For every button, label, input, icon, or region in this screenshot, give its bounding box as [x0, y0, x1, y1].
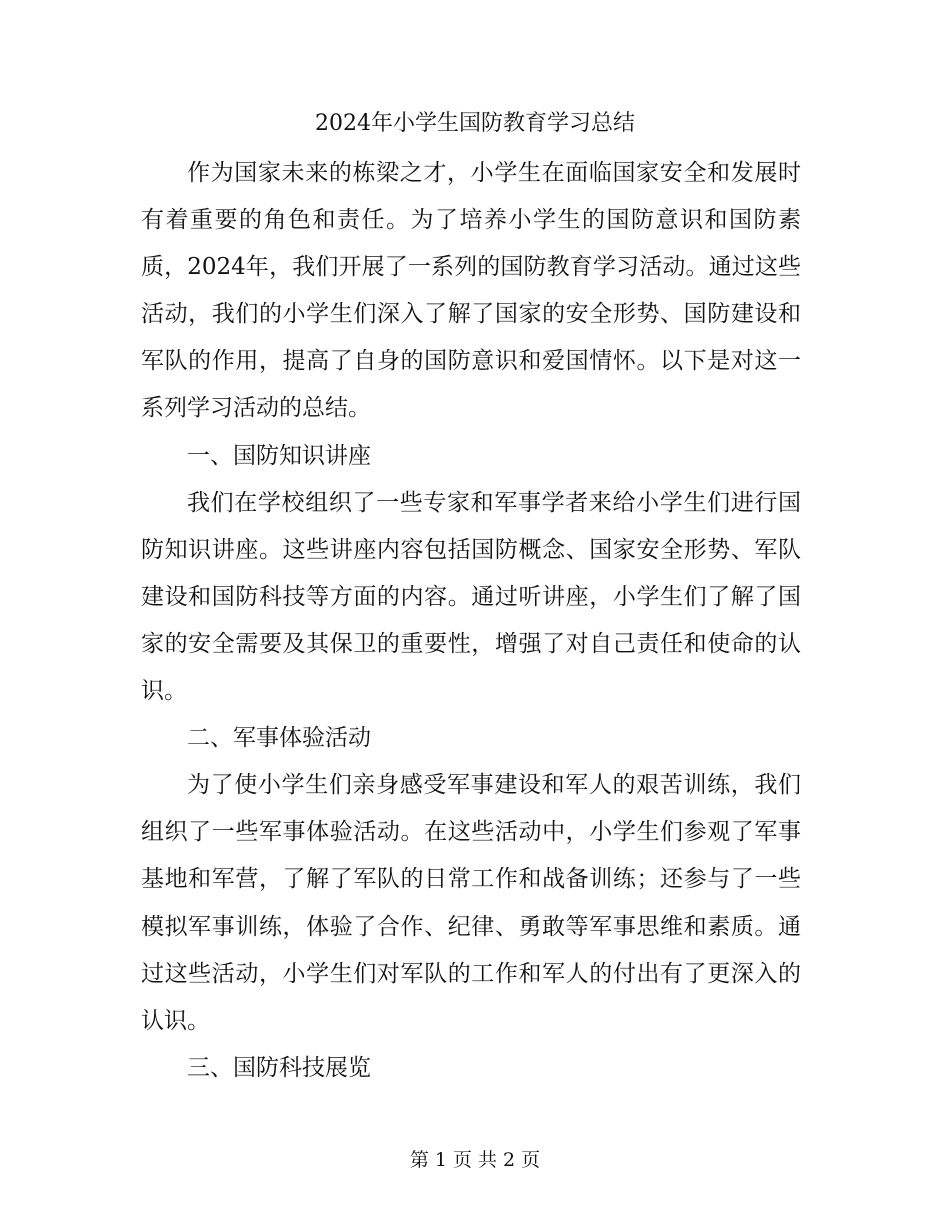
document-body	[141, 150, 801, 1092]
section-paragraph-2: 为了使小学生们亲身感受军事建设和军人的艰苦训练，我们组织了一些军事体验活动。在这些活动中，小学生们参观了军事基地和军营，了解了军队的日常工作和战备训练；还参与了一些模拟军事训练，体验了合作、纪律、勇敢等军事思维和素质。通过这些活动，小学生们对军队的工作和军人的付出有了更深入的认识。	[141, 772, 801, 1034]
section-heading-3: 三、国防科技展览	[187, 1054, 371, 1081]
section-heading-1: 一、国防知识讲座	[187, 442, 371, 469]
section-paragraph-1: 我们在学校组织了一些专家和军事学者来给小学生们进行国防知识讲座。这些讲座内容包括国防概念、国家安全形势、军队建设和国防科技等方面的内容。通过听讲座，小学生们了解了国家的安全需要及其保卫的重要性，增强了对自己责任和使命的认识。	[141, 489, 801, 705]
intro-paragraph: 作为国家未来的栋梁之才，小学生在面临国家安全和发展时有着重要的角色和责任。为了培养小学生的国防意识和国防素质，2024年，我们开展了一系列的国防教育学习活动。通过这些活动，我们的小学生们深入了解了国家的安全形势、国防建设和军队的作用，提高了自身的国防意识和爱国情怀。以下是对这一系列学习活动的总结。	[141, 160, 801, 422]
section-heading-2: 二、军事体验活动	[187, 725, 371, 752]
document-title: 2024年小学生国防教育学习总结	[315, 111, 635, 136]
page-number-footer: 第 1 页 共 2 页	[409, 1149, 541, 1171]
